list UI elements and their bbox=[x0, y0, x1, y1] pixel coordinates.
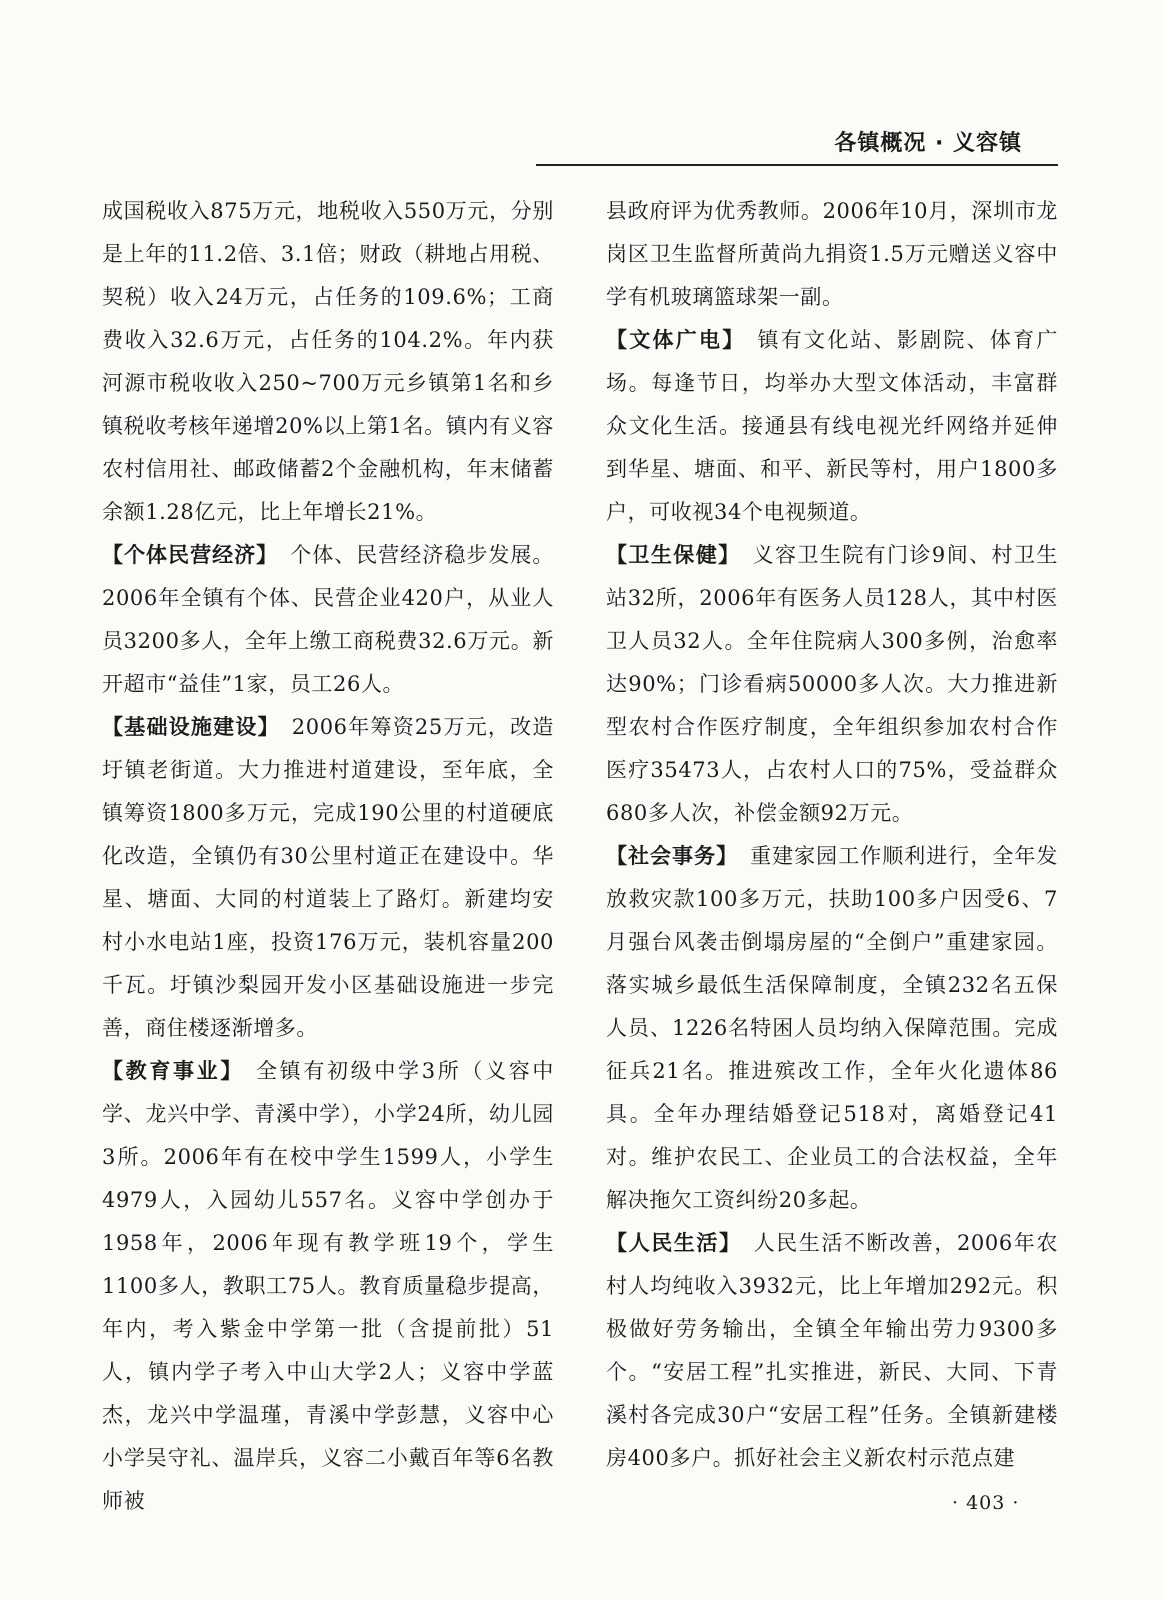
section-heading: 【教育事业】 bbox=[102, 1059, 245, 1083]
paragraph-social-affairs bbox=[606, 835, 1058, 1222]
section-heading: 【个体民营经济】 bbox=[102, 543, 279, 567]
paragraph-text: 义容卫生院有门诊9间、村卫生站32所，2006年有医务人员128人，其中村医卫人员32人。全年住院病人300多例，治愈率达90%；门诊看病50000多人次。大力推进新型农村合作医疗制度，全年组织参加农村合作医疗35473人，占农村人口的75%，受益群众680多人次，补偿金额92万元。 bbox=[606, 543, 1058, 825]
right-column bbox=[606, 190, 1058, 1480]
paragraph-text: 个体、民营经济稳步发展。2006年全镇有个体、民营企业420户，从业人员3200多人，全年上缴工商税费32.6万元。新开超市“益佳”1家，员工26人。 bbox=[102, 543, 554, 696]
header-title: 各镇概况 · 义容镇 bbox=[834, 131, 1022, 156]
paragraph-text: 成国税收入875万元，地税收入550万元，分别是上年的11.2倍、3.1倍；财政（耕地占用税、契税）收入24万元，占任务的109.6%；工商费收入32.6万元，占任务的104.2%。年内获河源市税收收入250~700万元乡镇第1名和乡镇税收考核年递增20%以上第1名。镇内有义容农村信用社、邮政储蓄2个金融机构，年末储蓄余额1.28亿元，比上年增长21%。 bbox=[102, 199, 554, 524]
paragraph-infrastructure bbox=[102, 706, 554, 1050]
paragraph-living bbox=[606, 1222, 1058, 1480]
paragraph-text: 镇有文化站、影剧院、体育广场。每逢节日，均举办大型文体活动，丰富群众文化生活。接通县有线电视光纤网络并延伸到华星、塘面、和平、新民等村，用户1800多户，可收视34个电视频道。 bbox=[606, 328, 1058, 524]
paragraph-education bbox=[102, 1050, 554, 1523]
section-heading: 【卫生保健】 bbox=[606, 543, 741, 567]
paragraph-culture-broadcast bbox=[606, 319, 1058, 534]
section-heading: 【基础设施建设】 bbox=[102, 715, 280, 739]
section-heading: 【社会事务】 bbox=[606, 844, 739, 868]
paragraph-text: 全镇有初级中学3所（义容中学、龙兴中学、青溪中学），小学24所，幼儿园3所。2006年有在校中学生1599人，小学生4979人，入园幼儿557名。义容中学创办于1958年，2006年现有教学班19个，学生1100多人，教职工75人。教育质量稳步提高，年内，考入紫金中学第一批（含提前批）51人，镇内学子考入中山大学2人；义容中学蓝杰，龙兴中学温瑾，青溪中学彭慧，义容中心小学吴守礼、温岸兵，义容二小戴百年等6名教师被 bbox=[102, 1059, 554, 1513]
section-heading: 【文体广电】 bbox=[606, 328, 746, 352]
paragraph-education-cont bbox=[606, 190, 1058, 319]
page-number: · 403 · bbox=[952, 1492, 1020, 1514]
paragraph-private-economy bbox=[102, 534, 554, 706]
section-heading: 【人民生活】 bbox=[606, 1231, 742, 1255]
left-column bbox=[102, 190, 554, 1523]
paragraph-tax-finance bbox=[102, 190, 554, 534]
paragraph-text: 县政府评为优秀教师。2006年10月，深圳市龙岗区卫生监督所黄尚九捐资1.5万元赠送义容中学有机玻璃篮球架一副。 bbox=[606, 199, 1058, 309]
running-header bbox=[536, 108, 1058, 166]
paragraph-text: 2006年筹资25万元，改造圩镇老街道。大力推进村道建设，至年底，全镇筹资1800多万元，完成190公里的村道硬底化改造，全镇仍有30公里村道正在建设中。华星、塘面、大同的村道装上了路灯。新建均安村小水电站1座，投资176万元，装机容量200千瓦。圩镇沙梨园开发小区基础设施进一步完善，商住楼逐渐增多。 bbox=[102, 715, 554, 1040]
paragraph-text: 人民生活不断改善，2006年农村人均纯收入3932元，比上年增加292元。积极做好劳务输出，全镇全年输出劳力9300多个。“安居工程”扎实推进，新民、大同、下青溪村各完成30户“安居工程”任务。全镇新建楼房400多户。抓好社会主义新农村示范点建 bbox=[606, 1231, 1058, 1470]
paragraph-text: 重建家园工作顺利进行，全年发放救灾款100多万元，扶助100多户因受6、7月强台风袭击倒塌房屋的“全倒户”重建家园。落实城乡最低生活保障制度，全镇232名五保人员、1226名特困人员均纳入保障范围。完成征兵21名。推进殡改工作，全年火化遗体86具。全年办理结婚登记518对，离婚登记41对。维护农民工、企业员工的合法权益，全年解决拖欠工资纠纷20多起。 bbox=[606, 844, 1058, 1212]
paragraph-health bbox=[606, 534, 1058, 835]
